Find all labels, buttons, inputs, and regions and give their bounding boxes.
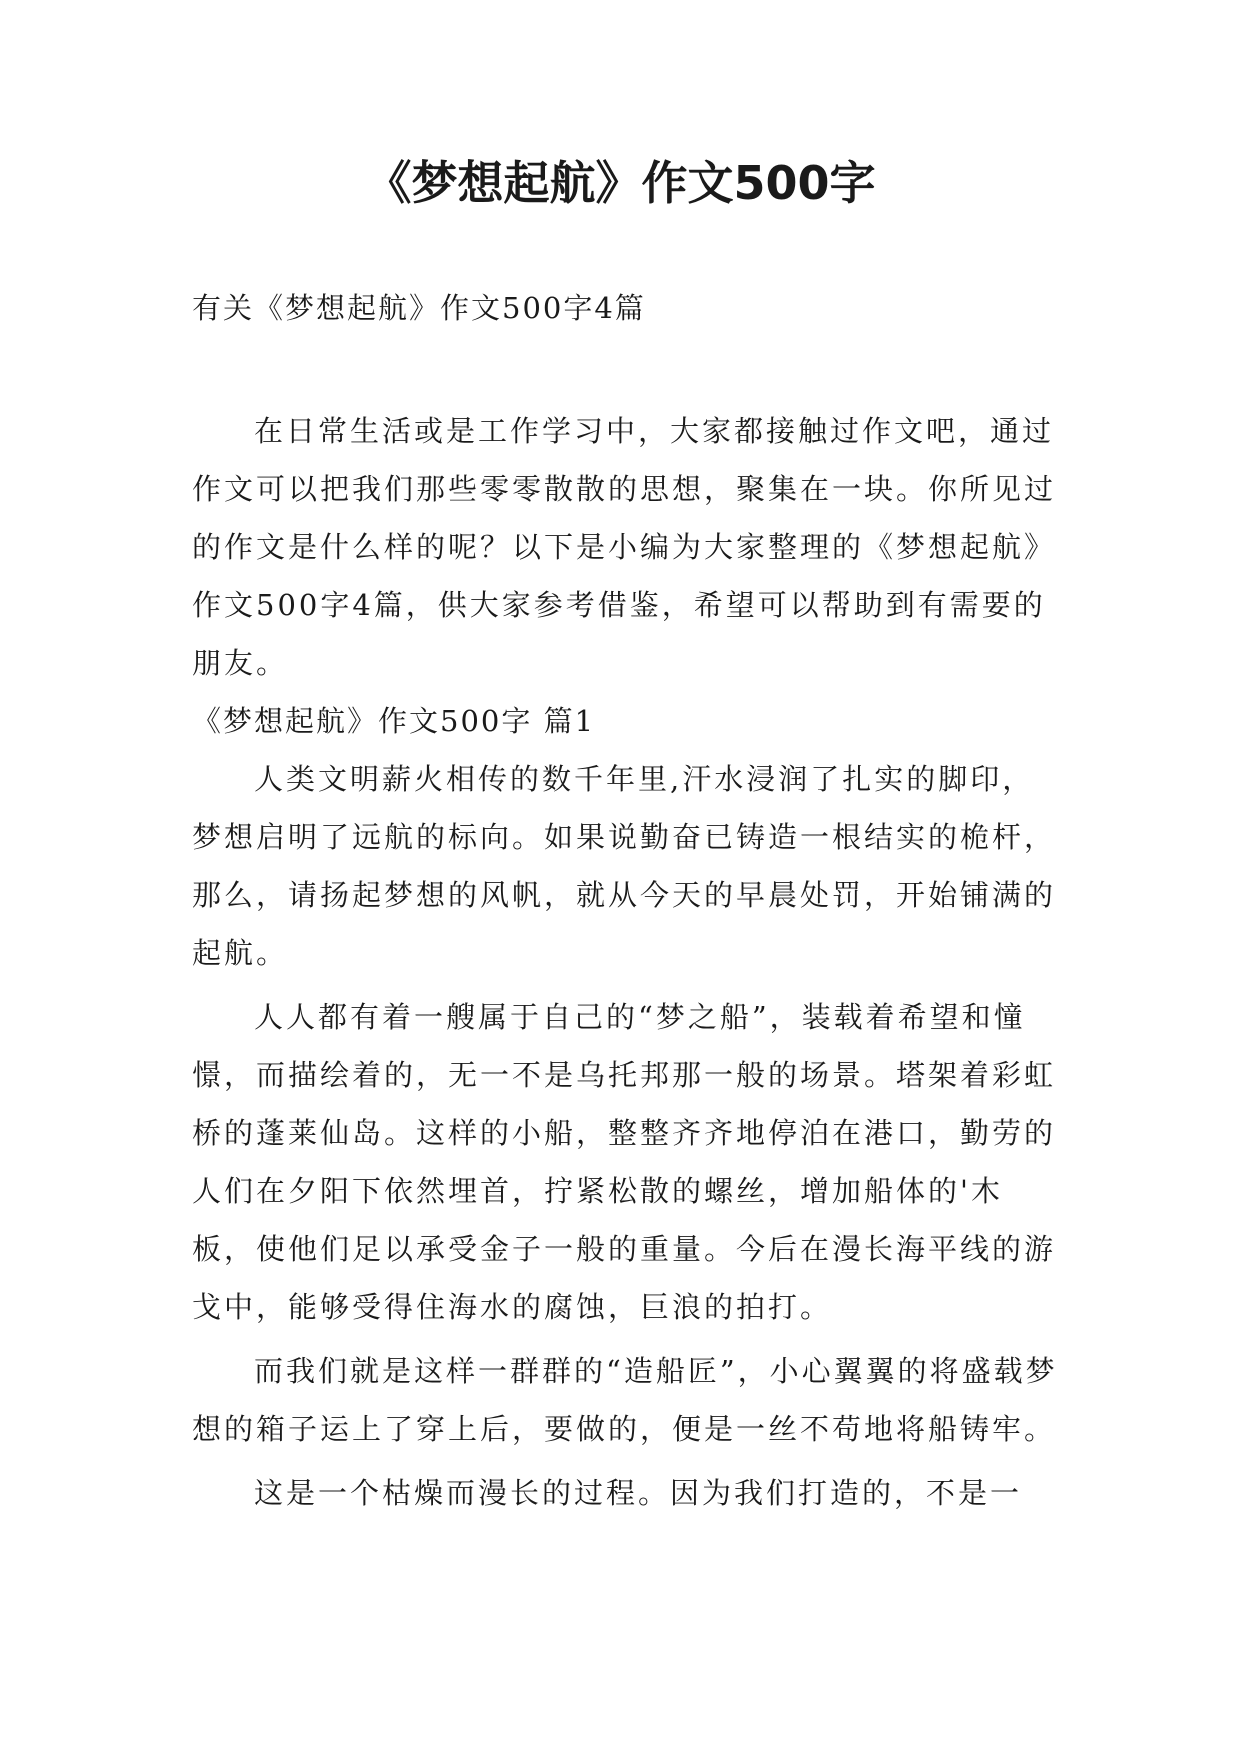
body-paragraph: 人类文明薪火相传的数千年里,汗水浸润了扎实的脚印，梦想启明了远航的标向。如果说勤奋已铸造一根结实的桅杆，那么，请扬起梦想的风帆，就从今天的早晨处罚，开始铺满的起航。: [192, 762, 1057, 970]
document-title: 《梦想起航》作文500字: [365, 156, 876, 210]
body-paragraph: 人人都有着一艘属于自己的“梦之船”，装载着希望和憧憬，而描绘着的，无一不是乌托邦那一般的场景。塔架着彩虹桥的蓬莱仙岛。这样的小船，整整齐齐地停泊在港口，勤劳的人们在夕阳下依然埋首，拧紧松散的螺丝，增加船体的'木板，使他们足以承受金子一般的重量。今后在漫长海平线的游戈中，能够受得住海水的腐蚀，巨浪的拍打。: [192, 1000, 1057, 1324]
intro-paragraph: 在日常生活或是工作学习中，大家都接触过作文吧，通过作文可以把我们那些零零散散的思想，聚集在一块。你所见过的作文是什么样的呢？以下是小编为大家整理的《梦想起航》作文500字4篇，供大家参考借鉴，希望可以帮助到有需要的朋友。: [192, 414, 1057, 680]
body-paragraph: 这是一个枯燥而漫长的过程。因为我们打造的，不是一: [254, 1476, 1023, 1510]
body-paragraph: 而我们就是这样一群群的“造船匠”，小心翼翼的将盛载梦想的箱子运上了穿上后，要做的，便是一丝不苟地将船铸牢。: [192, 1354, 1058, 1446]
document-body: [192, 402, 1062, 1522]
section-heading: 《梦想起航》作文500字 篇1: [192, 704, 596, 738]
document-subtitle: 有关《梦想起航》作文500字4篇: [192, 291, 646, 325]
